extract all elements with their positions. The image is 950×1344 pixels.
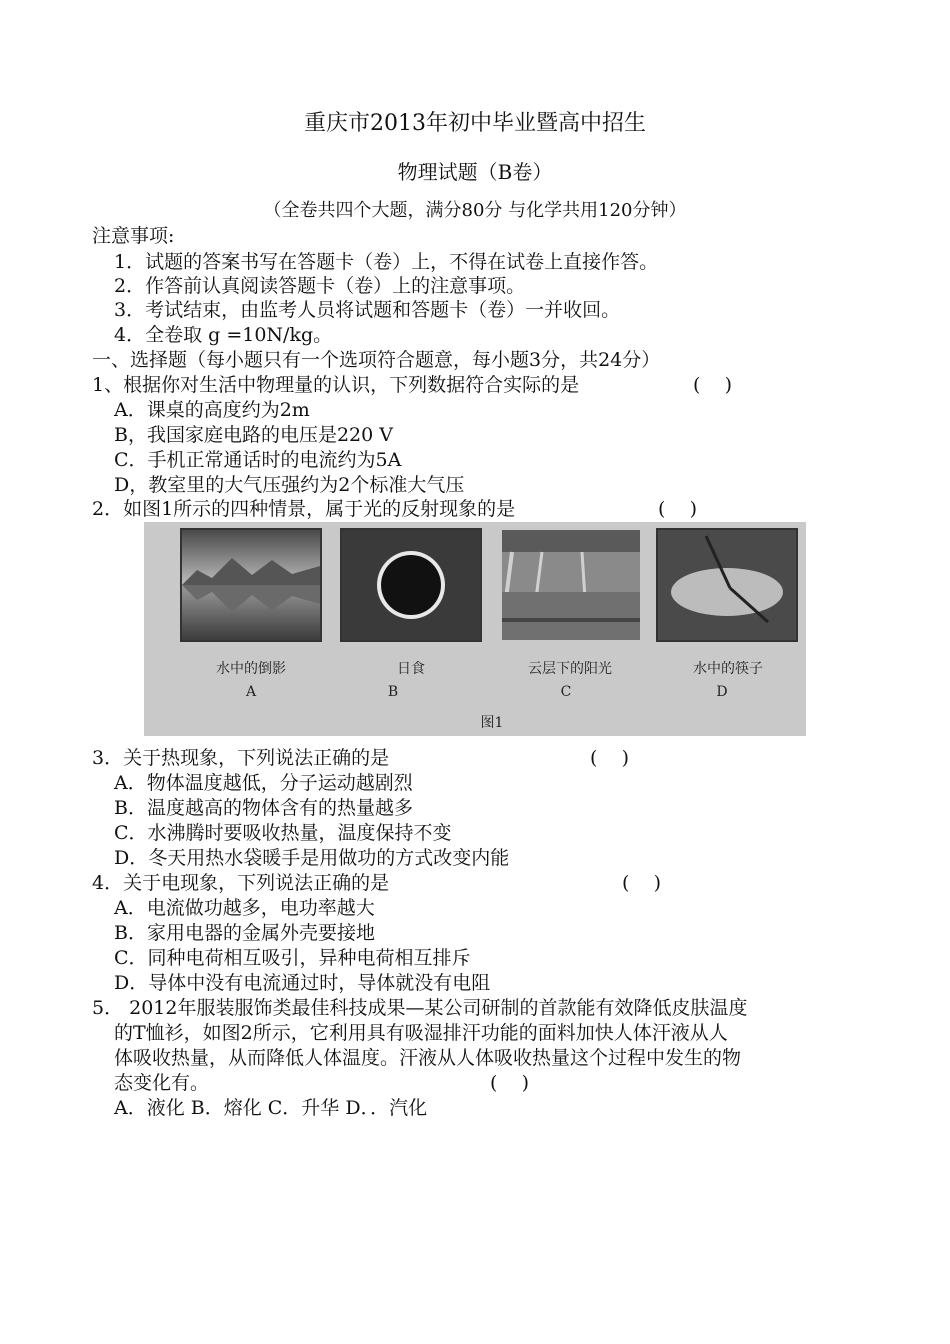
note-item: 1．试题的答案书写在答题卡（卷）上，不得在试卷上直接作答。 bbox=[114, 251, 659, 273]
figure-panel-chopsticks bbox=[656, 528, 798, 642]
q1-option-d: D，教室里的大气压强约为2个标准大气压 bbox=[114, 474, 465, 496]
answer-bracket: ( ) bbox=[622, 872, 661, 894]
question-5-line: 的T恤衫，如图2所示，它利用具有吸湿排汗功能的面料加快人体汗液从人 bbox=[114, 1022, 728, 1044]
exam-title: 重庆市2013年初中毕业暨高中招生 bbox=[304, 111, 646, 136]
q3-option-c: C．水沸腾时要吸收热量，温度保持不变 bbox=[114, 822, 452, 844]
exam-info: （全卷共四个大题，满分80分 与化学共用120分钟） bbox=[263, 200, 687, 221]
q4-option-d: D．导体中没有电流通过时，导体就没有电阻 bbox=[114, 972, 491, 994]
note-item: 2．作答前认真阅读答题卡（卷）上的注意事项。 bbox=[114, 275, 526, 297]
q4-option-b: B．家用电器的金属外壳要接地 bbox=[114, 922, 375, 944]
figure-letter-b: B bbox=[387, 684, 399, 700]
figure-caption-d: 水中的筷子 bbox=[693, 661, 763, 677]
q4-option-a: A．电流做功越多，电功率越大 bbox=[114, 897, 375, 919]
figure-letter-a: A bbox=[245, 684, 257, 700]
figure-letter-d: D bbox=[716, 684, 728, 700]
figure-panel-sunlight bbox=[500, 528, 642, 642]
q1-option-b: B，我国家庭电路的电压是220 V bbox=[114, 424, 393, 446]
q1-option-c: C．手机正常通话时的电流约为5A bbox=[114, 449, 402, 471]
question-5-line: 5． 2012年服装服饰类最佳科技成果—某公司研制的首款能有效降低皮肤温度 bbox=[92, 997, 748, 1019]
answer-bracket: ( ) bbox=[490, 1072, 529, 1094]
answer-bracket: ( ) bbox=[693, 374, 732, 396]
question-3-stem: 3．关于热现象，下列说法正确的是 bbox=[92, 747, 390, 769]
section-heading: 一、选择题（每小题只有一个选项符合题意，每小题3分，共24分） bbox=[92, 349, 661, 371]
answer-bracket: ( ) bbox=[590, 747, 629, 769]
question-5-line: 体吸收热量，从而降低人体温度。汗液从人体吸收热量这个过程中发生的物 bbox=[114, 1047, 742, 1069]
q3-option-a: A．物体温度越低，分子运动越剧烈 bbox=[114, 772, 413, 794]
question-4-stem: 4．关于电现象，下列说法正确的是 bbox=[92, 872, 390, 894]
q1-option-a: A．课桌的高度约为2m bbox=[114, 399, 310, 421]
q3-option-b: B．温度越高的物体含有的热量越多 bbox=[114, 797, 413, 819]
figure-caption-b: 日食 bbox=[397, 661, 425, 677]
figure-caption-a: 水中的倒影 bbox=[216, 661, 286, 677]
figure-letter-c: C bbox=[560, 684, 572, 700]
q4-option-c: C．同种电荷相互吸引，异种电荷相互排斥 bbox=[114, 947, 471, 969]
q3-option-d: D．冬天用热水袋暖手是用做功的方式改变内能 bbox=[114, 847, 510, 869]
figure-label: 图1 bbox=[480, 715, 504, 731]
question-1-stem: 1、根据你对生活中物理量的认识，下列数据符合实际的是 bbox=[92, 374, 580, 396]
figure-1 bbox=[144, 522, 806, 736]
q5-options: A．液化 B．熔化 C．升华 D．．汽化 bbox=[114, 1097, 428, 1119]
question-5-line: 态变化有。 bbox=[114, 1072, 210, 1094]
exam-subtitle: 物理试题（B卷） bbox=[397, 160, 553, 184]
question-2-stem: 2．如图1所示的四种情景，属于光的反射现象的是 bbox=[92, 498, 516, 520]
answer-bracket: ( ) bbox=[658, 498, 697, 520]
figure-panel-eclipse bbox=[340, 528, 482, 642]
figure-caption-c: 云层下的阳光 bbox=[528, 661, 612, 677]
notes-heading: 注意事项: bbox=[92, 225, 175, 247]
note-item: 4．全卷取 g =10N/kg。 bbox=[114, 324, 333, 346]
figure-panel-reflection bbox=[180, 528, 322, 642]
note-item: 3．考试结束，由监考人员将试题和答题卡（卷）一并收回。 bbox=[114, 299, 621, 321]
